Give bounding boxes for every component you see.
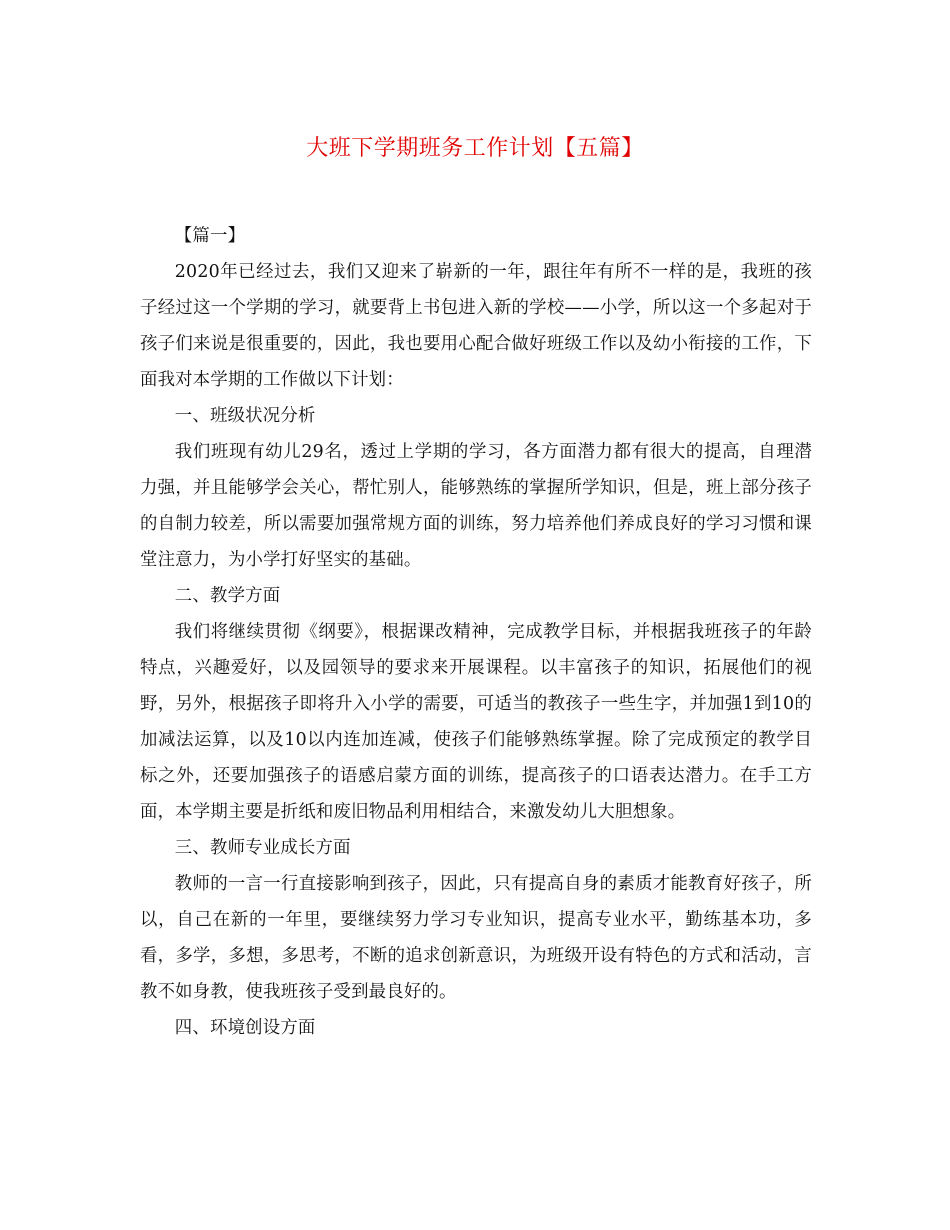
document-title: 大班下学期班务工作计划【五篇】 <box>306 136 644 161</box>
document-body <box>140 218 812 1046</box>
body-paragraph: 2020年已经过去，我们又迎来了崭新的一年，跟往年有所不一样的是，我班的孩子经过这一个学期的学习，就要背上书包进入新的学校——小学，所以这一个多起对于孩子们来说是很重要的，因此，我也要用心配合做好班级工作以及幼小衔接的工作，下面我对本学期的工作做以下计划： <box>140 262 812 390</box>
section-marker: 【篇一】 <box>174 226 246 246</box>
section-heading: 二、教学方面 <box>174 586 281 606</box>
section-heading: 四、环境创设方面 <box>174 1018 316 1038</box>
body-paragraph: 我们将继续贯彻《纲要》，根据课改精神，完成教学目标，并根据我班孩子的年龄特点，兴趣爱好，以及园领导的要求来开展课程。以丰富孩子的知识，拓展他们的视野，另外，根据孩子即将升入小学的需要，可适当的教孩子一些生字，并加强1到10的加减法运算，以及10以内连加连减，使孩子们能够熟练掌握。除了完成预定的教学目标之外，还要加强孩子的语感启蒙方面的训练，提高孩子的口语表达潜力。在手工方面，本学期主要是折纸和废旧物品利用相结合，来激发幼儿大胆想象。 <box>140 622 812 822</box>
body-paragraph: 教师的一言一行直接影响到孩子，因此，只有提高自身的素质才能教育好孩子，所以，自己在新的一年里，要继续努力学习专业知识，提高专业水平，勤练基本功，多看，多学，多想，多思考，不断的追求创新意识，为班级开设有特色的方式和活动，言教不如身教，使我班孩子受到最良好的。 <box>140 874 812 1002</box>
body-paragraph: 我们班现有幼儿29名，透过上学期的学习，各方面潜力都有很大的提高，自理潜力强，并且能够学会关心，帮忙别人，能够熟练的掌握所学知识，但是，班上部分孩子的自制力较差，所以需要加强常规方面的训练，努力培养他们养成良好的学习习惯和课堂注意力，为小学打好坚实的基础。 <box>140 442 812 570</box>
section-heading: 一、班级状况分析 <box>174 406 316 426</box>
section-heading: 三、教师专业成长方面 <box>174 838 351 858</box>
